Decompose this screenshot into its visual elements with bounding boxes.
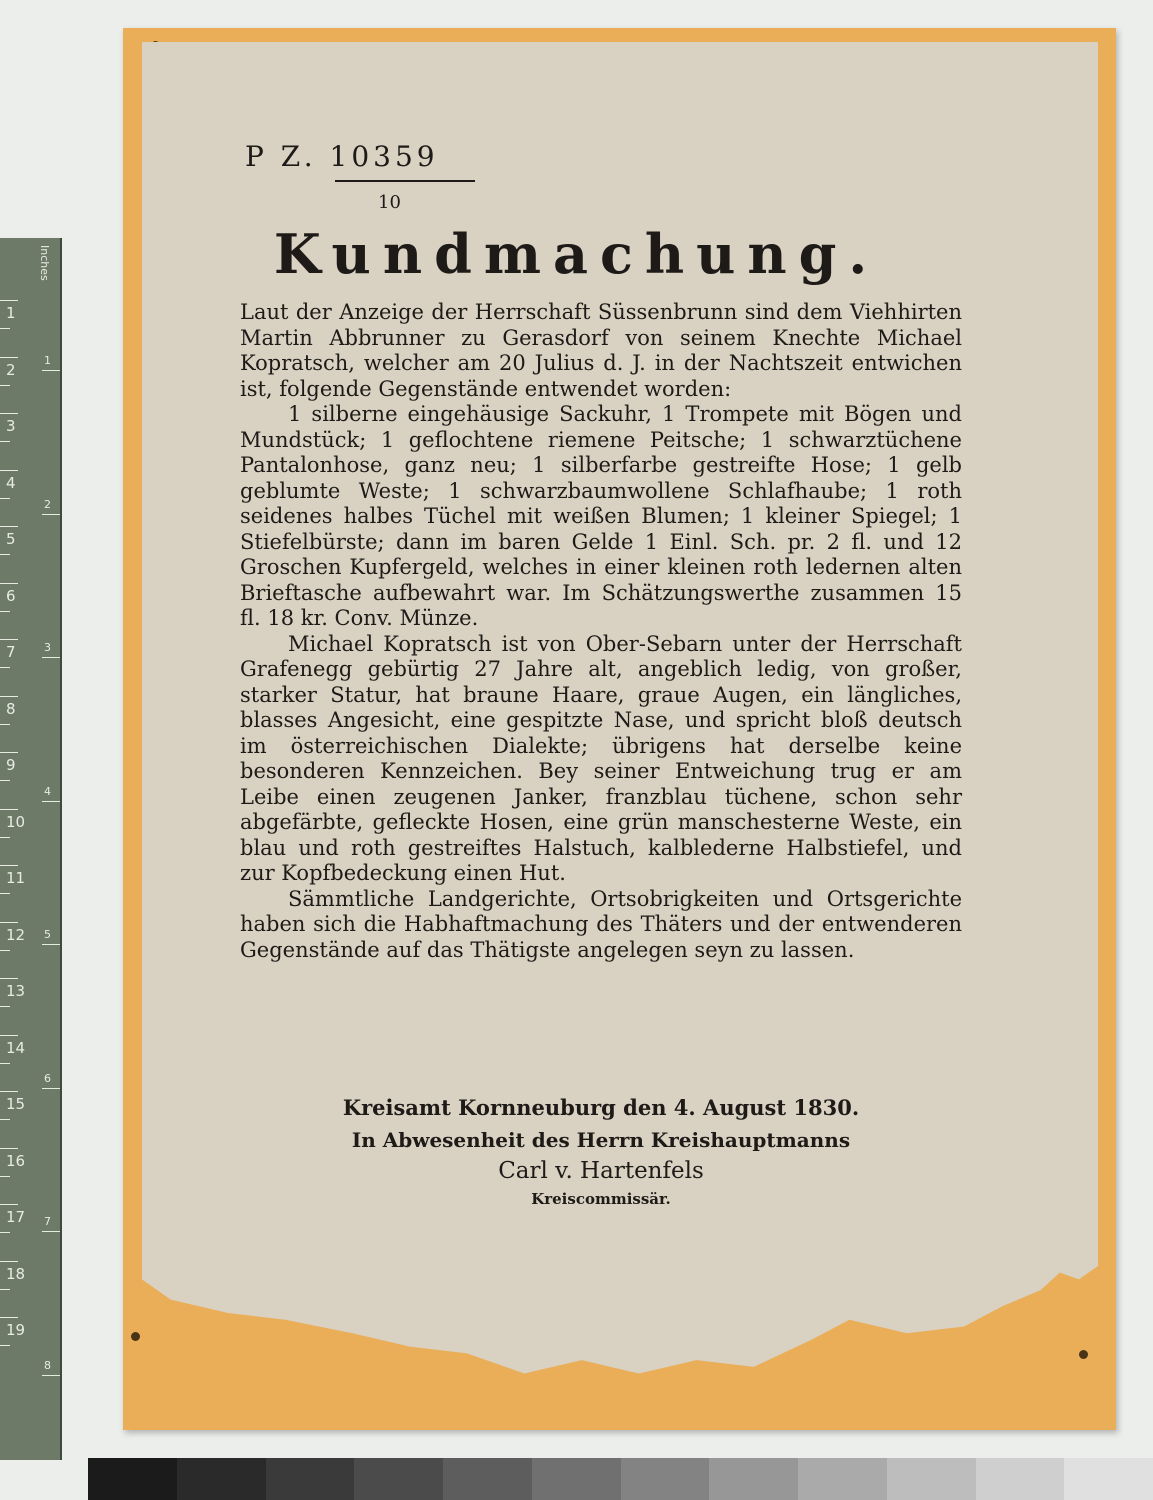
ruler-inch-label: 8 — [44, 1358, 51, 1372]
ruler-half-tick — [0, 1006, 10, 1007]
ruler-cm-tick — [0, 696, 18, 697]
ruler-inch-label: 3 — [44, 641, 51, 654]
ruler-cm-tick — [0, 865, 18, 866]
ruler-inch-label: 1 — [44, 354, 51, 367]
ruler-cm-tick — [0, 922, 18, 923]
ruler-cm-label: 16 — [6, 1151, 26, 1170]
ruler-inch-tick — [42, 1088, 60, 1089]
ruler-cm-label: 1 — [6, 304, 16, 322]
ruler-inch-label: 7 — [44, 1215, 51, 1228]
reference-underline — [335, 180, 475, 182]
ruler-half-tick — [0, 554, 10, 555]
document-body — [240, 300, 962, 963]
ruler-half-tick — [0, 441, 10, 442]
gray-patch — [887, 1458, 976, 1500]
ruler-inch-tick — [42, 944, 60, 945]
ruler-half-tick — [0, 837, 10, 838]
ruler-cm-tick — [0, 300, 18, 301]
paragraph-items: 1 silberne eingehäusige Sackuhr, 1 Trompete mit Bögen und Mundstück; 1 geflochtene riemene Peitsche; 1 schwarztüchene Pantalonhose, ganz neu; 1 silberfarbe gestreifte Hose; 1 gelb geblumte Weste; 1 schwarzbaumwollene Schlafhaube; 1 roth seidenes halbes Tüchel mit weißen Blumen; 1 kleiner Spiegel; 1 Stiefelbürste; dann im baren Gelde 1 Einl. Sch. pr. 2 fl. und 12 Groschen Kupfergeld, welches in einer kleinen roth ledernen alten Brieftasche aufbewahrt war. Im Schätzungswerthe zusammen 15 fl. 18 kr. Conv. Münze. — [240, 402, 962, 630]
ruler-cm-tick — [0, 583, 18, 584]
gray-patch — [177, 1458, 266, 1500]
gray-patch — [354, 1458, 443, 1500]
ruler-inch-label: 2 — [44, 497, 51, 511]
ruler-cm-tick — [0, 1261, 18, 1262]
ruler-cm-label: 19 — [6, 1321, 26, 1339]
gray-patch — [443, 1458, 532, 1500]
absence-note: In Abwesenheit des Herrn Kreishauptmanns — [351, 1128, 851, 1152]
ruler-cm-label: 12 — [6, 925, 26, 944]
ruler-inch-tick — [42, 1231, 60, 1232]
ruler-cm-label: 7 — [6, 643, 16, 661]
ruler-cm-tick — [0, 1091, 18, 1092]
gray-patch — [532, 1458, 621, 1500]
ruler-half-tick — [0, 328, 10, 329]
ruler-half-tick — [0, 385, 10, 386]
ruler-cm-label: 11 — [6, 869, 26, 887]
ruler-half-tick — [0, 1232, 10, 1233]
ruler-cm-label: 6 — [6, 586, 16, 605]
ruler-half-tick — [0, 950, 10, 951]
ruler-inch-label: 5 — [44, 928, 51, 941]
ruler-cm-label: 17 — [6, 1208, 26, 1226]
ruler-half-tick — [0, 667, 10, 668]
paragraph-description: Michael Kopratsch ist von Ober-Sebarn unter der Herrschaft Grafenegg gebürtig 27 Jahre alt, angeblich ledig, von großer, starker Statur, hat braune Haare, graue Augen, ein längliches, blasses Angesicht, eine gespitzte Nase, und spricht bloß deutsch im österreichischen Dialekte; übrigens hat derselbe keine besonderen Kennzeichen. Bey seiner Entweichung trug er am Leibe einen zeugenen Janker, franzblau tüchene, schon sehr abgefärbte, gefleckte Hosen, eine grün manschesterne Weste, ein blau und roth gestreiftes Halstuch, kalblederne Halbstiefel, und zur Kopfbedeckung einen Hut. — [240, 631, 962, 885]
ruler-half-tick — [0, 611, 10, 612]
ruler-cm-tick — [0, 526, 18, 527]
ruler-half-tick — [0, 780, 10, 781]
ruler-cm-label: 13 — [6, 982, 26, 1000]
ruler-half-tick — [0, 893, 10, 894]
ruler-inch-label: 4 — [44, 784, 51, 798]
ruler-cm-tick — [0, 752, 18, 753]
ruler-inch-tick — [42, 370, 60, 371]
ruler-half-tick — [0, 1063, 10, 1064]
ruler-cm-tick — [0, 1035, 18, 1036]
ruler-inch-tick — [42, 514, 60, 515]
ruler-cm-tick — [0, 357, 18, 358]
ruler-unit-label: Inches — [38, 245, 51, 281]
gray-patch — [88, 1458, 177, 1500]
ruler-half-tick — [0, 1119, 10, 1120]
ruler-cm-tick — [0, 809, 18, 810]
gray-patch — [266, 1458, 355, 1500]
color-calibration-strip — [88, 1458, 1153, 1500]
pin-hole-icon — [1079, 1350, 1088, 1359]
ruler-cm-tick — [0, 1148, 18, 1149]
gray-patch — [709, 1458, 798, 1500]
ruler-half-tick — [0, 498, 10, 499]
gray-patch — [976, 1458, 1065, 1500]
signature-block — [240, 1095, 962, 1208]
ruler-cm-tick — [0, 978, 18, 979]
ruler-half-tick — [0, 1345, 10, 1346]
ruler-half-tick — [0, 724, 10, 725]
ruler-inch-tick — [42, 1375, 60, 1376]
ruler-inch-tick — [42, 657, 60, 658]
ruler-cm-label: 14 — [6, 1038, 26, 1057]
ruler-cm-label: 10 — [6, 812, 26, 831]
ruler-half-tick — [0, 1176, 10, 1177]
paragraph-instruction: Sämmtliche Landgerichte, Ortsobrigkeiten und Ortsgerichte haben sich die Habhaftmachung des Thäters und der entwenderen Gegenstände auf das Thätigste angelegen seyn zu lassen. — [240, 886, 962, 962]
place-date: Kreisamt Kornneuburg den 4. August 1830. — [342, 1095, 860, 1120]
ruler-half-tick — [0, 1289, 10, 1290]
ruler-cm-label: 18 — [6, 1264, 26, 1283]
gray-patch — [621, 1458, 710, 1500]
ruler-inch-label: 6 — [44, 1071, 51, 1085]
ruler-cm-label: 15 — [6, 1095, 26, 1113]
paragraph-intro: Laut der Anzeige der Herrschaft Süssenbrunn sind dem Viehhirten Martin Abbrunner zu Gerasdorf von seinem Knechte Michael Kopratsch, welcher am 20 Julius d. J. in der Nachtszeit entwichen ist, folgende Gegenstände entwendet worden: — [240, 300, 962, 401]
gray-patch — [798, 1458, 887, 1500]
ruler-cm-tick — [0, 413, 18, 414]
reference-number: P Z. 10359 — [245, 140, 439, 173]
ruler-cm-label: 2 — [6, 360, 16, 379]
ruler-cm-label: 5 — [6, 530, 16, 548]
ruler-cm-tick — [0, 1317, 18, 1318]
signatory-name: Carl v. Hartenfels — [498, 1158, 704, 1184]
gray-patch — [1064, 1458, 1153, 1500]
ruler-cm-label: 4 — [6, 473, 16, 492]
document-number: 10 — [378, 192, 401, 213]
ruler-cm-tick — [0, 1204, 18, 1205]
ruler-inch-tick — [42, 801, 60, 802]
ruler-cm-tick — [0, 639, 18, 640]
signatory-role: Kreiscommissär. — [531, 1190, 671, 1208]
ruler-cm-label: 8 — [6, 699, 16, 718]
page-title: Kundmachung. — [273, 222, 880, 286]
ruler-cm-tick — [0, 470, 18, 471]
ruler-cm-label: 9 — [6, 756, 16, 774]
ruler-cm-label: 3 — [6, 417, 16, 435]
pin-hole-icon — [131, 1332, 140, 1341]
